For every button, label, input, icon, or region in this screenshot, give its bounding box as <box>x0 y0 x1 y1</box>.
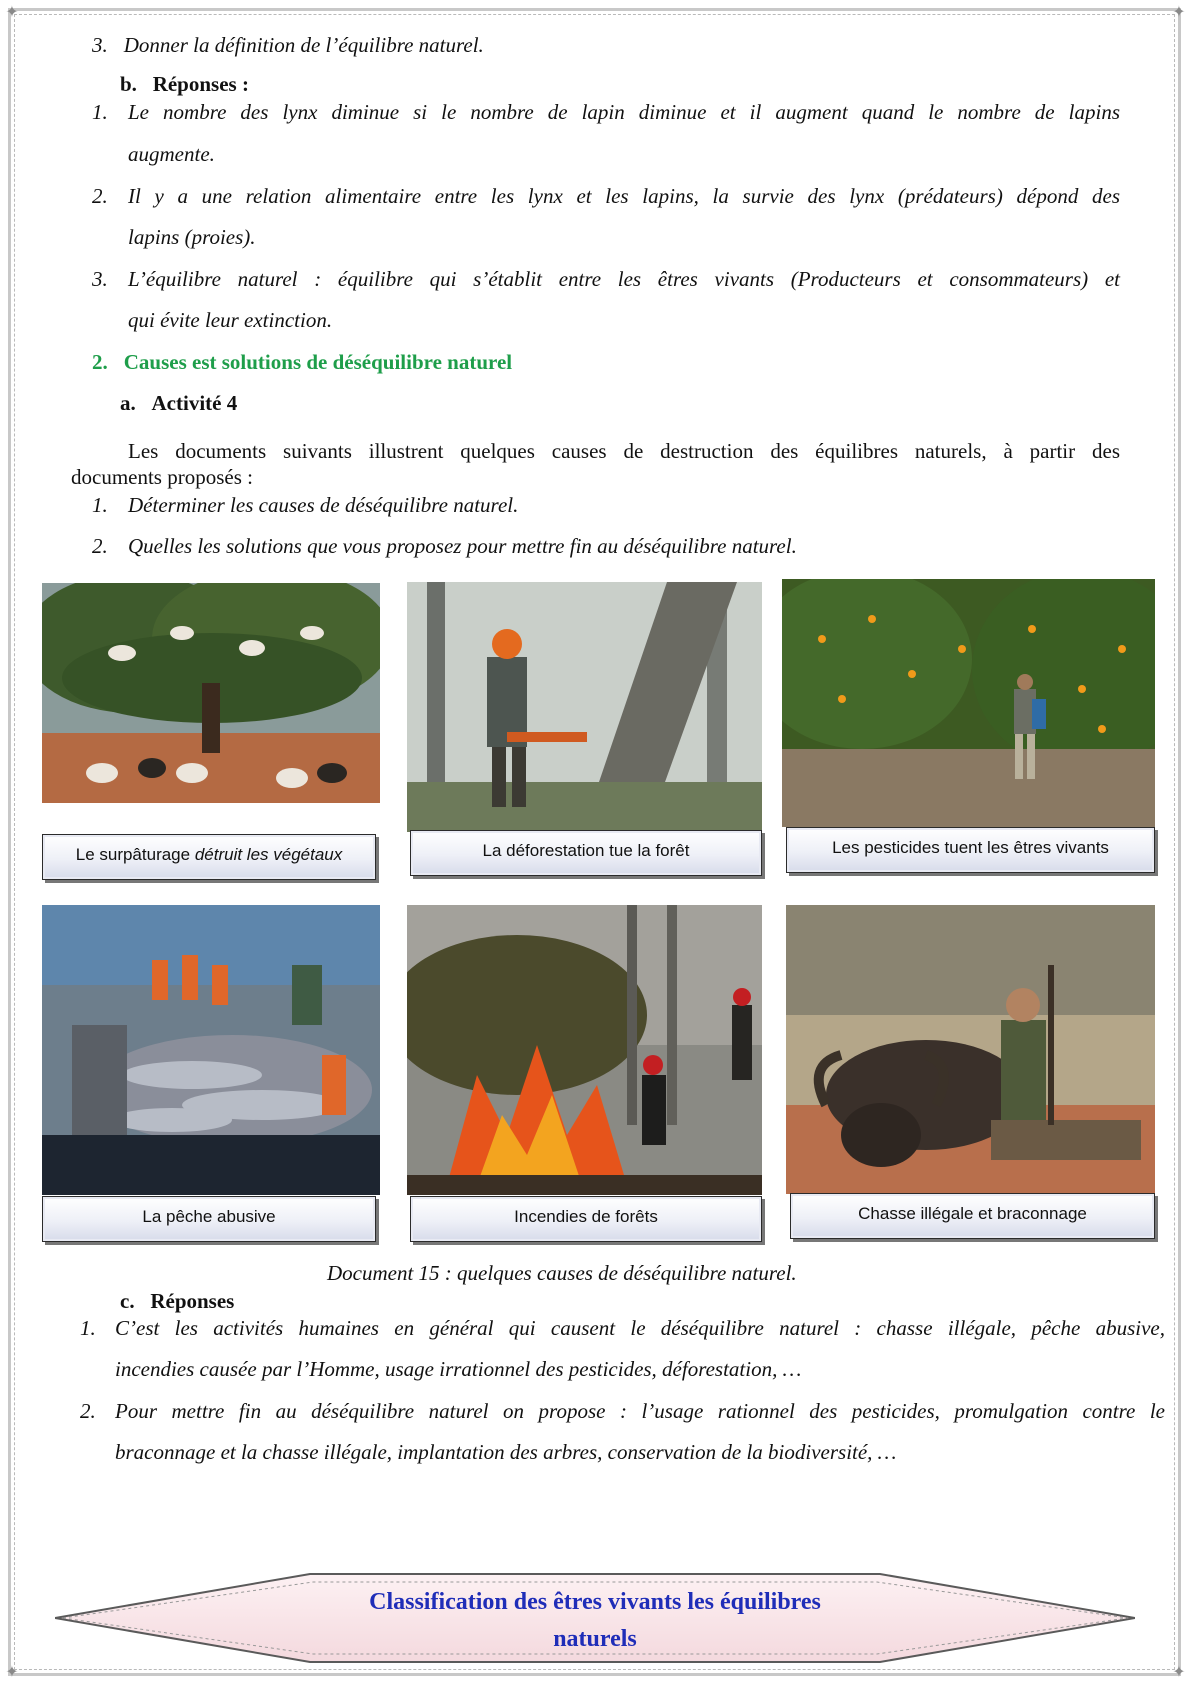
list-number: 1. <box>80 1316 96 1340</box>
footer-title-line-2: naturels <box>553 1626 637 1652</box>
photo-goats-in-tree <box>42 583 380 803</box>
answer-line: Il y a une relation alimentaire entre les lynx et les lapins, la survie des lynx (prédateurs) dépond des <box>128 184 1120 208</box>
list-number: 1. <box>92 493 108 517</box>
photo-deforestation <box>407 582 762 832</box>
intro-line: Les documents suivants illustrent quelques causes de destruction des équilibres naturels, à partir des <box>128 439 1120 463</box>
answer-line: C’est les activités humaines en général qui causent le déséquilibre naturel : chasse illégale, pêche abusive, <box>115 1316 1165 1340</box>
subheading-c: c. Réponses <box>120 1289 235 1313</box>
answer-line: incendies causée par l’Homme, usage irrationnel des pesticides, déforestation, … <box>115 1357 802 1381</box>
list-number: 2. <box>92 534 108 558</box>
document-caption: Document 15 : quelques causes de déséquilibre naturel. <box>327 1261 797 1285</box>
caption-overfishing: La pêche abusive <box>42 1196 376 1242</box>
footer-title-line-1: Classification des êtres vivants les équilibres <box>369 1589 821 1615</box>
answer-line: Le nombre des lynx diminue si le nombre de lapin diminue et il augment quand le nombre de lapins <box>128 100 1120 124</box>
intro-line: documents proposés : <box>71 465 253 489</box>
corner-ornament: ✦ <box>5 2 19 21</box>
photo-forest-fire <box>407 905 762 1195</box>
photo-overfishing <box>42 905 380 1195</box>
answer-line: qui évite leur extinction. <box>128 308 333 332</box>
list-number: 2. <box>80 1399 96 1423</box>
answer-line: braconnage et la chasse illégale, implantation des arbres, conservation de la biodiversité, … <box>115 1440 897 1464</box>
answer-line: Pour mettre fin au déséquilibre naturel on propose : l’usage rationnel des pesticides, promulgation contre le <box>115 1399 1165 1423</box>
caption-overgrazing: Le surpâturage détruit les végétaux <box>42 834 376 880</box>
caption-pesticides: Les pesticides tuent les êtres vivants <box>786 827 1155 873</box>
corner-ornament: ✦ <box>1172 1662 1186 1681</box>
question-3: 3. Donner la définition de l’équilibre naturel. <box>92 33 484 57</box>
caption-deforestation: La déforestation tue la forêt <box>410 830 762 876</box>
subheading-a: a. Activité 4 <box>120 391 238 415</box>
caption-forest-fires: Incendies de forêts <box>410 1196 762 1242</box>
corner-ornament: ✦ <box>5 1662 19 1681</box>
answer-line: lapins (proies). <box>128 225 256 249</box>
section-heading: 2. Causes est solutions de déséquilibre naturel <box>92 350 513 374</box>
answer-line: L’équilibre naturel : équilibre qui s’établit entre les êtres vivants (Producteurs et consommateurs) et <box>128 267 1120 291</box>
photo-pesticides <box>782 579 1155 827</box>
caption-poaching: Chasse illégale et braconnage <box>790 1193 1155 1239</box>
photo-poaching <box>786 905 1155 1194</box>
subheading-b: b. Réponses : <box>120 72 249 96</box>
list-number: 2. <box>92 184 108 208</box>
question-line: Déterminer les causes de déséquilibre naturel. <box>128 493 519 517</box>
corner-ornament: ✦ <box>1172 2 1186 21</box>
question-line: Quelles les solutions que vous proposez pour mettre fin au déséquilibre naturel. <box>128 534 797 558</box>
list-number: 3. <box>92 267 108 291</box>
list-number: 1. <box>92 100 108 124</box>
answer-line: augmente. <box>128 142 215 166</box>
